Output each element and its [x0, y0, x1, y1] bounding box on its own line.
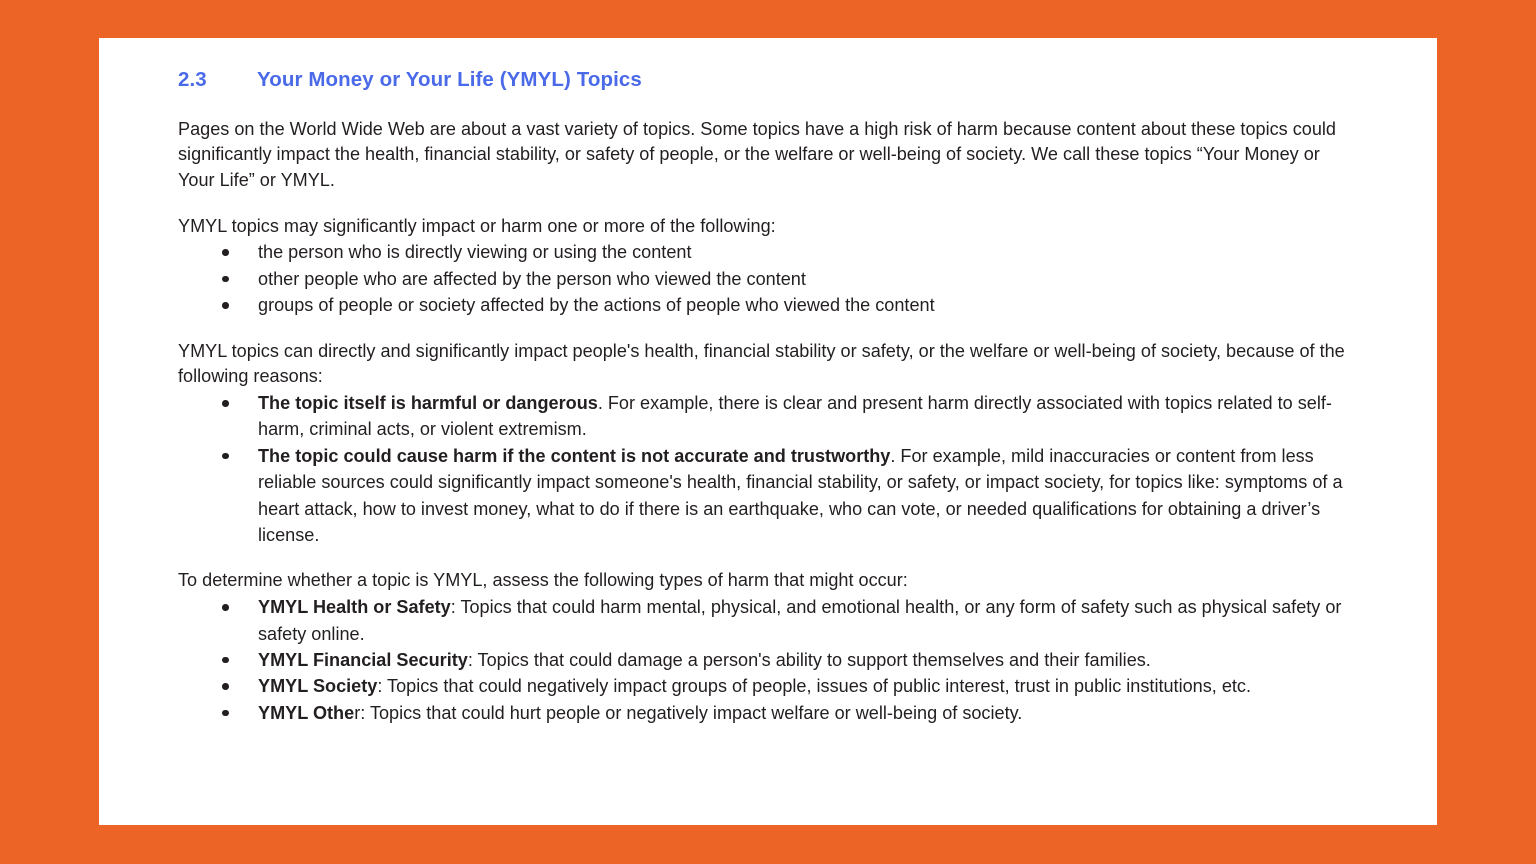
- list-item: [178, 292, 1358, 318]
- list-item: [178, 594, 1358, 647]
- bullet-dot-icon: [222, 249, 229, 256]
- list-item: [178, 647, 1358, 673]
- bullet-dot-icon: [222, 710, 229, 717]
- document-page: [99, 38, 1437, 825]
- section-heading: [178, 68, 1358, 93]
- list-item: [178, 390, 1358, 443]
- paragraph-harm-types-intro: To determine whether a topic is YMYL, assess the following types of harm that might occur:: [178, 570, 908, 591]
- bullet-dot-icon: [222, 683, 229, 690]
- list-item-lead: YMYL Society: [258, 676, 378, 697]
- list-item-text: r: Topics that could hurt people or negatively impact welfare or well-being of society.: [354, 702, 1023, 723]
- list-item: [178, 700, 1358, 726]
- bullet-dot-icon: [222, 657, 229, 664]
- list-impacted-parties: [178, 239, 1358, 318]
- list-item-text: other people who are affected by the person who viewed the content: [258, 268, 806, 289]
- list-item-text: groups of people or society affected by the actions of people who viewed the content: [258, 295, 935, 316]
- list-item: [178, 673, 1358, 699]
- list-item-lead: YMYL Othe: [258, 702, 355, 723]
- list-item-text: . For example, there is clear and present harm directly associated with topics related to self-harm, criminal acts, or violent extremism.: [258, 393, 1332, 440]
- document-body: [178, 68, 1358, 726]
- paragraph-ymyl-definition: Pages on the World Wide Web are about a vast variety of topics. Some topics have a high risk of harm because content about these topics could significantly impact the health, financial stability, or safety of people, or the welfare or well-being of society. We call these topics “Your Money or Your Life” or YMYL.: [178, 118, 1336, 190]
- list-item-text: : Topics that could negatively impact groups of people, issues of public interest, trust in public institutions, etc.: [377, 676, 1251, 697]
- list-item-lead: YMYL Financial Security: [258, 649, 468, 670]
- bullet-dot-icon: [222, 400, 229, 407]
- list-item-text: . For example, mild inaccuracies or content from less reliable sources could significantly impact someone's health, financial stability, or safety, or impact society, for topics like: symptoms of a heart attack, how to invest money, what to do if there is an earthquake, who can vote, or needed qualifications for obtaining a driver’s license.: [258, 445, 1343, 546]
- list-item-text: : Topics that could damage a person's ability to support themselves and their families.: [467, 649, 1151, 670]
- list-item-lead: YMYL Health or Safety: [258, 597, 451, 618]
- list-item-lead: The topic itself is harmful or dangerous: [258, 393, 598, 414]
- list-item-lead: The topic could cause harm if the content is not accurate and trustworthy: [258, 445, 891, 466]
- paragraph-reasons-intro: YMYL topics can directly and significantly impact people's health, financial stability or safety, or the welfare or well-being of society, because of the following reasons:: [178, 340, 1345, 387]
- list-item: [178, 443, 1358, 549]
- list-item-text: : Topics that could harm mental, physical, and emotional health, or any form of safety such as physical safety or safety online.: [258, 597, 1342, 644]
- bullet-dot-icon: [222, 276, 229, 283]
- paragraph-impact-intro: YMYL topics may significantly impact or harm one or more of the following:: [178, 215, 776, 236]
- bullet-dot-icon: [222, 453, 229, 460]
- list-harm-types: [178, 594, 1358, 726]
- list-item: [178, 239, 1358, 265]
- bullet-dot-icon: [222, 302, 229, 309]
- section-title: Your Money or Your Life (YMYL) Topics: [257, 68, 642, 91]
- bullet-dot-icon: [222, 604, 229, 611]
- list-item: [178, 266, 1358, 292]
- list-harm-reasons: [178, 390, 1358, 548]
- section-number: 2.3: [178, 68, 207, 91]
- list-item-text: the person who is directly viewing or using the content: [258, 242, 692, 263]
